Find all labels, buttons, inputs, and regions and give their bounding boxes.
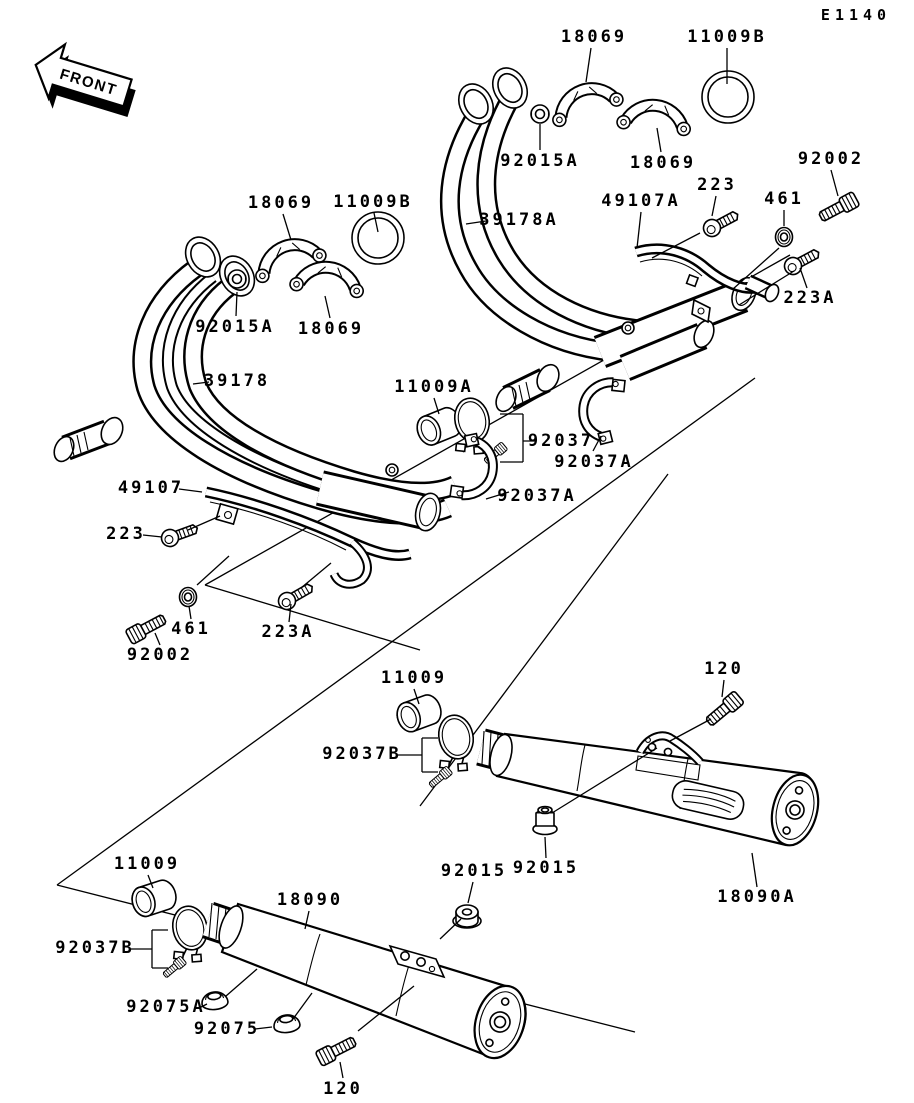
callout-11009B-b: 11009B [333,192,413,212]
bolt-120-bottom [315,1034,358,1066]
bolt-223-right [701,207,742,240]
sleeve-11009-bottom [128,877,179,919]
callout-120-b: 120 [323,1079,363,1099]
callout-461-b: 461 [171,619,211,639]
callout-223A-a: 223A [783,288,837,308]
callout-92037B-a: 92037B [322,744,402,764]
top-muffler-assembly [393,691,825,851]
damper-92075 [273,1014,301,1034]
callout-92075A: 92075A [126,997,206,1017]
callout-461-a: 461 [764,189,804,209]
callout-223A-b: 223A [261,622,315,642]
washer-461-right [776,228,793,247]
callout-49107: 49107 [117,478,185,498]
callout-223-b: 223 [106,524,146,544]
front-arrow-label: FRONT [57,65,120,100]
screw-92002-right [817,191,860,224]
saddle-92037A-lower [446,433,495,499]
holder-18069-top-2 [616,95,695,144]
nut-92015A-top [531,105,549,123]
callout-18069-a: 18069 [560,27,628,47]
callout-18069-b: 18069 [629,153,697,173]
callout-92037B-b: 92037B [55,938,135,958]
callout-11009-b: 11009 [113,854,181,874]
nut-92015A-left [228,270,246,288]
callout-92002-b: 92002 [126,645,194,665]
callout-11009B-a: 11009B [687,27,767,47]
holder-18069-left-1 [251,237,329,284]
gasket-11009B-left [352,212,404,264]
callout-18090: 18090 [276,890,344,910]
left-header-assembly [50,212,455,645]
nut-92015-top [533,807,557,835]
callout-92037A-a: 92037A [554,452,634,472]
callout-92002-a: 92002 [797,149,865,169]
callout-223-a: 223 [697,175,737,195]
callout-92075: 92075 [193,1019,261,1039]
callout-18069-d: 18069 [297,319,365,339]
right-header-assembly [450,62,860,415]
callout-18090A: 18090A [717,887,797,907]
callout-92037: 92037 [527,431,595,451]
sleeve-11009-top [393,692,445,735]
callout-92015-a: 92015 [512,858,580,878]
grommet-92015-bottom [453,905,481,928]
callout-92037A-b: 92037A [497,486,577,506]
callout-92015A-b: 92015A [195,317,275,337]
holder-18069-top-1 [548,81,626,128]
front-arrow [25,38,143,130]
callout-92015A-a: 92015A [500,151,580,171]
washer-461-left [180,588,197,607]
callout-49107A: 49107A [601,191,681,211]
gasket-11009B-top [702,71,754,123]
callout-11009-a: 11009 [380,668,448,688]
callout-11009A: 11009A [394,377,474,397]
diagram-code: E1140 [820,6,892,24]
screw-92002-left [125,612,168,645]
clamp-92037B-bottom [161,903,213,979]
callout-39178: 39178 [203,371,271,391]
bolt-223-left [159,520,200,549]
callout-39178A: 39178A [479,210,559,230]
holder-18069-left-2 [289,257,368,306]
bolt-120-top [703,691,744,729]
callout-18069-c: 18069 [247,193,315,213]
bolt-223A-left [275,579,316,612]
callout-92015-b: 92015 [440,861,508,881]
callout-120-a: 120 [704,659,744,679]
